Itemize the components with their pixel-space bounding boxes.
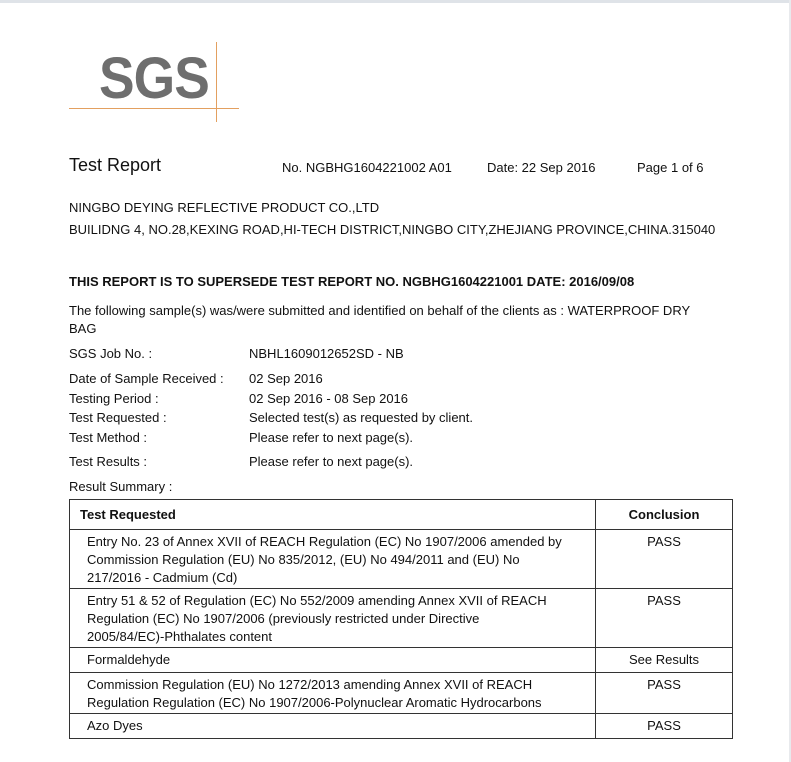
field-label: Test Requested : xyxy=(69,410,167,425)
page-number: Page 1 of 6 xyxy=(637,160,704,175)
cell-line: Azo Dyes xyxy=(87,718,143,733)
cell-line: Commission Regulation (EU) No 1272/2013 amending Annex XVII of REACH xyxy=(87,677,533,692)
conclusion-cell: See Results xyxy=(596,648,733,673)
result-summary-label: Result Summary : xyxy=(69,479,173,494)
column-header-test-requested: Test Requested xyxy=(70,500,596,530)
field-label: Test Method : xyxy=(69,430,148,445)
conclusion-cell: PASS xyxy=(596,530,733,589)
report-date: Date: 22 Sep 2016 xyxy=(487,160,596,175)
column-header-conclusion: Conclusion xyxy=(596,500,733,530)
supersede-notice: THIS REPORT IS TO SUPERSEDE TEST REPORT NO. NGBHG1604221001 DATE: 2016/09/08 xyxy=(69,274,635,289)
table-header-row xyxy=(70,500,733,530)
field-label: Test Results : xyxy=(69,454,148,469)
cell-line: Regulation (EC) No 1907/2006 (previously restricted under Directive xyxy=(87,611,480,626)
cell-line: Entry No. 23 of Annex XVII of REACH Regulation (EC) No 1907/2006 amended by xyxy=(87,534,562,549)
test-requested-cell xyxy=(70,648,596,673)
field-value: Please refer to next page(s). xyxy=(249,430,414,445)
logo-text: SGS xyxy=(99,46,209,111)
conclusion-cell: PASS xyxy=(596,714,733,739)
table-row xyxy=(70,530,733,589)
table-row xyxy=(70,673,733,714)
test-requested-cell xyxy=(70,714,596,739)
client-name: NINGBO DEYING REFLECTIVE PRODUCT CO.,LTD xyxy=(69,200,380,215)
table-row xyxy=(70,589,733,648)
sgs-logo xyxy=(69,42,239,122)
field-label: Testing Period : xyxy=(69,391,159,406)
test-requested-cell xyxy=(70,530,596,589)
conclusion-cell: PASS xyxy=(596,589,733,648)
cell-line: Entry 51 & 52 of Regulation (EC) No 552/2009 amending Annex XVII of REACH xyxy=(87,593,547,608)
cell-line: 217/2016 - Cadmium (Cd) xyxy=(87,570,238,585)
field-value: Selected test(s) as requested by client. xyxy=(249,410,474,425)
field-value: Please refer to next page(s). xyxy=(249,454,414,469)
client-address: BUILIDNG 4, NO.28,KEXING ROAD,HI-TECH DISTRICT,NINGBO CITY,ZHEJIANG PROVINCE,CHINA.315040 xyxy=(69,222,716,237)
field-label: Date of Sample Received : xyxy=(69,371,224,386)
cell-line: Commission Regulation (EU) No 835/2012, (EU) No 494/2011 and (EU) No xyxy=(87,552,520,567)
table-row xyxy=(70,648,733,673)
sample-intro: The following sample(s) was/were submitted and identified on behalf of the clients as : WATERPROOF DRY BAG xyxy=(69,303,690,336)
field-value: 02 Sep 2016 xyxy=(249,371,323,386)
test-requested-cell xyxy=(70,673,596,714)
result-summary-table xyxy=(69,499,733,739)
table-row xyxy=(70,714,733,739)
cell-line: Formaldehyde xyxy=(87,652,171,667)
report-number: No. NGBHG1604221002 A01 xyxy=(282,160,452,175)
conclusion-cell: PASS xyxy=(596,673,733,714)
page-title: Test Report xyxy=(69,155,162,175)
field-value: 02 Sep 2016 - 08 Sep 2016 xyxy=(249,391,409,406)
logo-vertical-line xyxy=(216,42,217,122)
cell-line: Regulation Regulation (EC) No 1907/2006-Polynuclear Aromatic Hydrocarbons xyxy=(87,695,542,710)
top-border xyxy=(0,0,791,3)
field-label: SGS Job No. : xyxy=(69,346,153,361)
cell-line: 2005/84/EC)-Phthalates content xyxy=(87,629,273,644)
test-requested-cell xyxy=(70,589,596,648)
field-value: NBHL1609012652SD - NB xyxy=(249,346,404,361)
